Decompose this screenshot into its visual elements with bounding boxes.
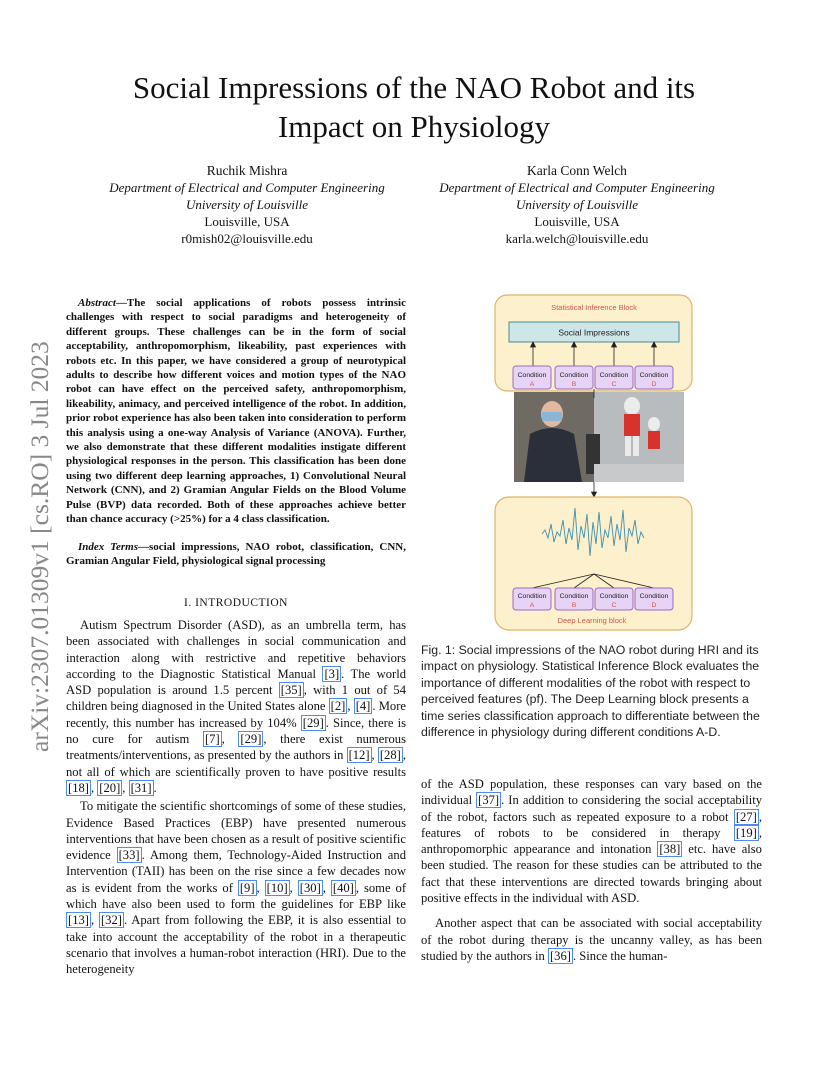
author-name: Ruchik Mishra [206,163,288,178]
condition-letter: D [651,602,657,609]
paper-title [60,68,768,146]
citation-link[interactable]: [40] [332,880,354,895]
author-name: Karla Conn Welch [527,163,627,178]
citation-link[interactable]: [7] [204,732,220,747]
condition-label: Condition [599,372,629,379]
paragraph: of the ASD population, these responses can vary based on the individual [37] . In addition to considering the social acceptability of the robot, factors such as repeated exposure to a robot [27] , features of robots to be considered in therapy [19] , anthropomorphic appearance and intonation [38] etc. have also been studied. The reason for these studies can be attributed to the fact that these interventions are directed towards bringing about positive effects in the individual with ASD. [421,777,762,906]
citation-link[interactable]: [28] [379,748,401,763]
author-dept: Department of Electrical and Computer Engineering [109,180,385,195]
condition-label: Condition [559,372,589,379]
citation-link[interactable]: [30] [299,880,321,895]
citation-link[interactable]: [18] [68,780,89,795]
title-line-1: Social Impressions of the NAO Robot and its [132,70,696,105]
conditions-top [513,366,673,389]
condition-letter: B [571,602,577,609]
abstract-label: Abstract [78,297,116,309]
condition-letter: D [651,381,657,388]
condition-letter: A [529,381,535,388]
arxiv-stamp [18,300,58,760]
condition-label: Condition [517,593,547,600]
condition-letter: C [611,381,617,388]
citation-link[interactable]: [20] [99,780,121,795]
condition-label: Condition [559,593,589,600]
statistical-inference-label: Statistical Inference Block [551,303,637,312]
citation-link[interactable]: [37] [478,793,500,808]
citation-link[interactable]: [38] [659,842,681,857]
author-location: Louisville, USA [204,214,290,229]
index-terms [66,540,406,569]
citation-link[interactable]: [10] [266,880,288,895]
title-line-2: Impact on Physiology [277,109,551,144]
social-impressions-label: Social Impressions [558,327,630,338]
author-email: karla.welch@louisville.edu [505,231,649,246]
author-block-2 [417,162,737,247]
figure-1 [494,294,694,634]
citation-link[interactable]: [33] [118,848,140,863]
intro-text [66,617,406,978]
author-email: r0mish02@louisville.edu [181,231,313,246]
citation-link[interactable]: [32] [100,913,122,928]
author-dept: Department of Electrical and Computer Engineering [439,180,715,195]
arxiv-stamp-text: arXiv:2307.01309v1 [cs.RO] 3 Jul 2023 [25,341,54,752]
right-column-text [421,776,762,964]
author-univ: University of Louisville [185,197,309,212]
citation-link[interactable]: [31] [130,780,152,795]
citation-link[interactable]: [29] [302,715,324,730]
index-terms-label: Index Terms [78,541,139,553]
index-terms-text: —social impressions, NAO robot, classification, CNN, Gramian Angular Field, physiological signal processing [66,541,406,568]
citation-link[interactable]: [4] [355,699,371,714]
paragraph: Another aspect that can be associated with social acceptability of the robot during therapy is the uncanny valley, as has been studied by the authors in [36] . Since the human- [421,916,762,963]
condition-label: Condition [639,593,669,600]
citation-link[interactable]: [35] [280,683,302,698]
citation-link[interactable]: [36] [549,948,571,963]
condition-letter: C [611,602,617,609]
citation-link[interactable]: [29] [240,732,262,747]
citation-link[interactable]: [12] [348,748,370,763]
condition-label: Condition [639,372,669,379]
conditions-bottom [513,588,673,610]
author-location: Louisville, USA [534,214,620,229]
condition-label: Condition [517,372,547,379]
citation-link[interactable]: [27] [735,809,757,824]
abstract [66,296,406,527]
author-univ: University of Louisville [515,197,639,212]
author-block-1 [87,162,407,247]
hri-photo [514,392,684,482]
section-heading: I. INTRODUCTION [184,597,288,609]
citation-link[interactable]: [3] [324,666,340,681]
paragraph: To mitigate the scientific shortcomings of some of these studies, Evidence Based Practices (EBP) have presented numerous interventions that have been chosen as a result of positive scientific evidence [33] . Among them, Technology-Aided Instruction and Intervention (TAII) has been on the rise since a few decades now as is evident from the works of [9] , [10] , [30] , [40] , some of which have also been used to form the guidelines for EBP like [13] , [32] . Apart from following the EBP, it is also essential to take into account the acceptability of the robot in a therapeutic scenario that involves a human-robot interaction (HRI). Due to the heterogeneity [66,799,407,977]
citation-link[interactable]: [19] [735,825,757,840]
citation-link[interactable]: [9] [239,880,255,895]
condition-letter: B [571,381,577,388]
citation-link[interactable]: [2] [330,699,346,714]
condition-letter: A [529,602,535,609]
deep-learning-label: Deep Learning block [557,616,627,625]
condition-label: Condition [599,593,629,600]
paragraph: Autism Spectrum Disorder (ASD), as an umbrella term, has been associated with challenges in social communication and interaction along with restrictive and repetitive behaviors according to the Diagnostic Statistical Manual [3] . The world ASD population is around 1.5 percent [35] , with 1 out of 54 children being diagnosed in the United States alone [2] , [4] . More recently, this number has increased by 104% [29] . Since, there is no cure for autism [7] , [29] , there exist numerous treatments/interventions, as presented by the authors in [12] , [28] , not all of which are scientifically proven to have positive results [18] , [20] , [31] . [66,618,407,795]
abstract-text: —The social applications of robots possess intrinsic challenges with respect to social paradigms and heterogeneity of different groups. These challenges can be in the form of social acceptability, anthropomorphism, likeability, past experiences with robots etc. In this paper, we have considered a group of neurotypical adults to describe how different voices and motion types of the NAO robot can have effect on the perceived safety, anthropomorphism, likeability, animacy, and perceived intelligence of the robot. In addition, prior robot experience has also been taken into consideration to perform this analysis using a one-way Analysis of Variance (ANOVA). Further, we also demonstrate that these different modalities instigate different physiological responses in the person. This classification has been done using two different deep learning approaches, 1) Convolutional Neural Network (CNN), and 2) Gramian Angular Fields on the Blood Volume Pulse (BVP) data recorded. Both of these approaches achieve better than chance accuracy (>25%) for a 4 class classification. [66,297,406,526]
figure-caption: Fig. 1: Social impressions of the NAO robot during HRI and its impact on physiology. Statistical Inference Block evaluates the importance of different modalities of the robot with respect to perceived features (pf). The Deep Learning block presents a time series classification approach to differentiate between the difference in physiology during different conditions A-D. [421,643,760,740]
citation-link[interactable]: [13] [68,913,89,928]
